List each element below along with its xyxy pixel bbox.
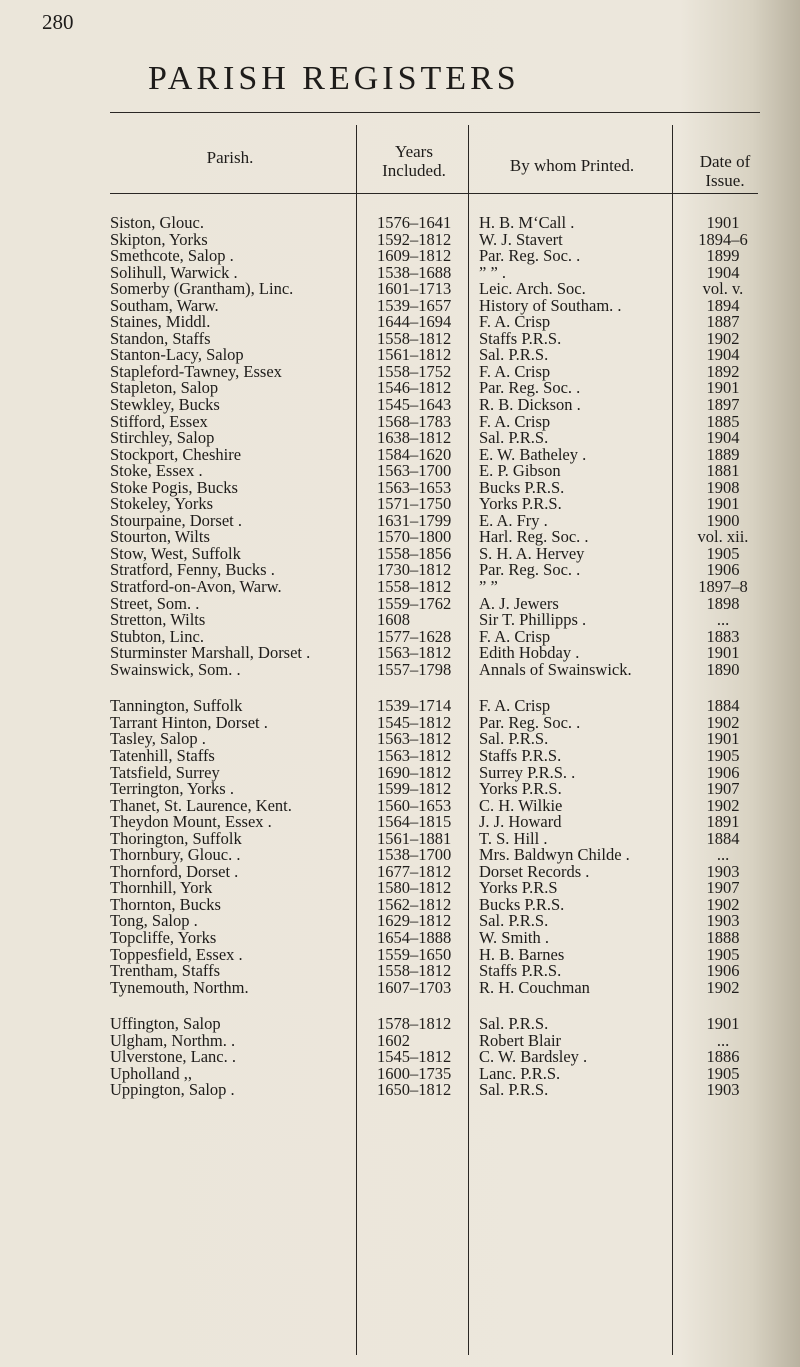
header-years: Years Included. [382,142,446,180]
date-cell: 1890 [706,659,740,679]
date-cell: 1904 [706,345,740,365]
printer-cell: Sal. P.R.S. [479,1080,549,1100]
parish-cell: Thornhill, York [110,878,213,898]
parish-cell: Stubton, Linc. [110,626,204,646]
date-cell: 1901 [706,729,740,749]
years-cell: 1568–1783 [377,411,452,431]
printer-cell: Par. Reg. Soc. . [479,560,581,580]
printer-cell: Dorset Records . [479,861,590,881]
years-column [377,215,467,1099]
printer-cell: Yorks P.R.S [479,878,558,898]
parish-cell: Skipton, Yorks [110,229,208,249]
years-cell: 1576–1641 [377,213,452,232]
date-cell: 1903 [706,911,740,931]
group-gap [479,996,671,1016]
printer-cell: Par. Reg. Soc. . [479,378,581,398]
years-cell: 1545–1812 [377,712,452,732]
parish-cell: Siston, Glouc. [110,213,204,232]
printer-cell: Yorks P.R.S. [479,494,562,514]
parish-cell: Thornford, Dorset . [110,861,239,881]
parish-cell: Stapleton, Salop [110,378,219,398]
parish-cell: Tannington, Suffolk [110,696,243,716]
years-cell: 1538–1700 [377,845,452,865]
printer-cell: Staffs P.R.S. [479,961,562,981]
years-cell: 1584–1620 [377,444,452,464]
parish-cell: Upholland ,, [110,1063,193,1083]
header-rule [672,193,758,194]
column-divider [468,125,469,1355]
parish-cell: Street, Som. . [110,593,200,613]
parish-cell: Stow, West, Suffolk [110,543,241,563]
printer-cell: Surrey P.R.S. . [479,762,576,782]
printer-cell: F. A. Crisp [479,411,551,431]
column-divider [672,125,673,1355]
printer-cell: F. A. Crisp [479,696,551,716]
years-cell: 1563–1812 [377,729,452,749]
parish-cell: Theydon Mount, Essex . [110,812,272,832]
parish-cell: Stirchley, Salop [110,428,215,448]
date-cell: 1901 [706,643,740,663]
printer-cell: E. A. Fry . [479,510,548,530]
years-cell: 1561–1881 [377,828,452,848]
parish-cell: Tatenhill, Staffs [110,745,215,765]
parish-cell: Tasley, Salop . [110,729,206,749]
printer-cell: ” ” [479,577,498,597]
date-cell: 1886 [706,1047,740,1067]
top-rule [110,112,760,113]
date-cell: 1887 [706,312,740,332]
date-cell: 1903 [706,1080,740,1100]
page-title: PARISH REGISTERS [148,60,520,97]
group-gap [110,996,355,1016]
years-cell: 1601–1713 [377,279,452,299]
date-cell: 1883 [706,626,740,646]
date-cell: ... [716,1030,730,1050]
date-cell: 1904 [706,262,740,282]
date-cell: 1905 [706,745,740,765]
printer-cell: F. A. Crisp [479,361,551,381]
printer-cell: T. S. Hill . [479,828,548,848]
parish-cell: Uppington, Salop . [110,1080,235,1100]
parish-cell: Topcliffe, Yorks [110,927,217,947]
parish-cell: Tong, Salop . [110,911,198,931]
date-cell: 1902 [706,894,740,914]
parish-cell: Tynemouth, Northm. [110,977,249,997]
years-cell: 1539–1714 [377,696,452,716]
printer-cell: W. Smith . [479,927,549,947]
date-cell: 1892 [706,361,740,381]
date-cell: 1884 [706,828,740,848]
years-cell: 1563–1653 [377,477,452,497]
years-cell: 1538–1688 [377,262,452,282]
years-cell: 1545–1643 [377,395,452,415]
parish-cell: Smethcote, Salop . [110,246,234,266]
years-cell: 1577–1628 [377,626,452,646]
date-cell: vol. v. [702,279,744,299]
printer-cell: Staffs P.R.S. [479,745,562,765]
printer-cell: E. W. Batheley . [479,444,587,464]
years-cell: 1558–1812 [377,961,452,981]
group-gap [680,996,766,1016]
parish-cell: Trentham, Staffs [110,961,221,981]
date-cell: 1897–8 [698,577,748,597]
years-cell: 1557–1798 [377,659,452,679]
years-cell: 1546–1812 [377,378,452,398]
years-cell: 1631–1799 [377,510,452,530]
header-rule [110,193,356,194]
printer-cell: R. B. Dickson . [479,395,581,415]
years-cell: 1563–1700 [377,461,452,481]
parish-cell: Stokeley, Yorks [110,494,213,514]
years-cell: 1580–1812 [377,878,452,898]
date-cell: ... [716,610,730,630]
years-cell: 1563–1812 [377,643,452,663]
date-cell: 1894 [706,295,740,315]
date-cell: 1901 [706,378,740,398]
date-cell: 1902 [706,712,740,732]
years-cell: 1578–1812 [377,1014,452,1034]
parish-cell: Uffington, Salop [110,1014,221,1034]
printer-cell: Sal. P.R.S. [479,911,549,931]
parish-cell: Stoke, Essex . [110,461,203,481]
date-cell: 1899 [706,246,740,266]
printer-cell: F. A. Crisp [479,626,551,646]
date-cell: 1905 [706,1063,740,1083]
date-cell: 1903 [706,861,740,881]
date-cell: ... [716,845,730,865]
date-cell: 1888 [706,927,740,947]
printer-cell: Robert Blair [479,1030,562,1050]
printer-cell: Sal. P.R.S. [479,1014,549,1034]
date-cell: 1901 [706,213,740,232]
group-gap [479,678,671,698]
years-cell: 1559–1762 [377,593,452,613]
date-cell: 1906 [706,762,740,782]
parish-cell: Terrington, Yorks . [110,779,234,799]
years-cell: 1629–1812 [377,911,452,931]
column-divider [356,125,357,1355]
parish-cell: Stewkley, Bucks [110,395,220,415]
parish-cell: Thorington, Suffolk [110,828,242,848]
group-gap [377,678,467,698]
printer-cell: Par. Reg. Soc. . [479,712,581,732]
date-cell: 1889 [706,444,740,464]
parish-cell: Stanton-Lacy, Salop [110,345,244,365]
parish-cell: Stretton, Wilts [110,610,206,630]
header-printer: By whom Printed. [509,156,635,175]
printer-cell: H. B. M‘Call . [479,213,575,232]
years-cell: 1608 [377,610,410,630]
group-gap [680,678,766,698]
group-gap [377,996,467,1016]
printer-cell: Annals of Swainswick. [479,659,632,679]
printer-cell: Yorks P.R.S. [479,779,562,799]
printer-cell: Sal. P.R.S. [479,345,549,365]
printer-cell: C. W. Bardsley . [479,1047,588,1067]
years-cell: 1562–1812 [377,894,452,914]
printer-cell: J. J. Howard [479,812,562,832]
parish-cell: Stockport, Cheshire [110,444,242,464]
parish-cell: Southam, Warw. [110,295,219,315]
printer-cell: Staffs P.R.S. [479,328,562,348]
parish-cell: Thornbury, Glouc. . [110,845,241,865]
printer-cell: Sal. P.R.S. [479,428,549,448]
printer-cell: History of Southam. . [479,295,622,315]
years-cell: 1564–1815 [377,812,452,832]
date-cell: 1900 [706,510,740,530]
years-cell: 1545–1812 [377,1047,452,1067]
date-cell: 1906 [706,560,740,580]
parish-cell: Stratford, Fenny, Bucks . [110,560,275,580]
years-cell: 1592–1812 [377,229,452,249]
date-cell: 1901 [706,494,740,514]
printer-cell: ” ” . [479,262,507,282]
group-gap [110,678,355,698]
printer-cell: Bucks P.R.S. [479,477,565,497]
years-cell: 1539–1657 [377,295,452,315]
date-cell: 1901 [706,1014,740,1034]
years-cell: 1561–1812 [377,345,452,365]
printer-cell: C. H. Wilkie [479,795,563,815]
parish-cell: Stratford-on-Avon, Warw. [110,577,282,597]
header-date: Date of Issue. [699,152,751,190]
years-cell: 1558–1856 [377,543,452,563]
printer-cell: Sal. P.R.S. [479,729,549,749]
years-cell: 1600–1735 [377,1063,452,1083]
date-cell: 1897 [706,395,740,415]
years-cell: 1558–1812 [377,328,452,348]
date-cell: 1907 [706,878,740,898]
years-cell: 1730–1812 [377,560,452,580]
parish-cell: Staines, Middl. [110,312,211,332]
years-cell: 1644–1694 [377,312,452,332]
date-cell: 1891 [706,812,740,832]
date-cell: 1905 [706,944,740,964]
printer-cell: Mrs. Baldwyn Childe . [479,845,630,865]
printer-cell: Lanc. P.R.S. [479,1063,561,1083]
printer-cell: A. J. Jewers [479,593,559,613]
years-cell: 1607–1703 [377,977,452,997]
years-cell: 1559–1650 [377,944,452,964]
years-cell: 1599–1812 [377,779,452,799]
parish-cell: Stourton, Wilts [110,527,210,547]
parish-cell: Thornton, Bucks [110,894,221,914]
years-cell: 1570–1800 [377,527,452,547]
printer-cell: W. J. Stavert [479,229,563,249]
date-cell: 1905 [706,543,740,563]
years-cell: 1654–1888 [377,927,452,947]
parish-column [110,215,355,1099]
date-column [680,215,766,1099]
date-cell: 1902 [706,328,740,348]
printer-cell: Leic. Arch. Soc. [479,279,586,299]
years-cell: 1602 [377,1030,410,1050]
parish-cell: Sturminster Marshall, Dorset . [110,643,311,663]
date-cell: 1885 [706,411,740,431]
parish-cell: Stoke Pogis, Bucks [110,477,238,497]
parish-cell: Ulgham, Northm. . [110,1030,236,1050]
parish-cell: Solihull, Warwick . [110,262,238,282]
date-cell: 1894–6 [698,229,748,249]
date-cell: 1881 [706,461,740,481]
years-cell: 1650–1812 [377,1080,452,1100]
years-cell: 1677–1812 [377,861,452,881]
date-cell: 1902 [706,977,740,997]
header-rule [356,193,468,194]
parish-cell: Stifford, Essex [110,411,208,431]
parish-cell: Tarrant Hinton, Dorset . [110,712,268,732]
years-cell: 1560–1653 [377,795,452,815]
header-rule [468,193,672,194]
printer-cell: H. B. Barnes [479,944,565,964]
printer-cell: Bucks P.R.S. [479,894,565,914]
page-number: 280 [42,10,74,34]
years-cell: 1638–1812 [377,428,452,448]
years-cell: 1690–1812 [377,762,452,782]
printer-cell: Harl. Reg. Soc. . [479,527,589,547]
years-cell: 1563–1812 [377,745,452,765]
date-cell: 1884 [706,696,740,716]
printer-cell: S. H. A. Hervey [479,543,585,563]
parish-cell: Stourpaine, Dorset . [110,510,242,530]
parish-cell: Ulverstone, Lanc. . [110,1047,236,1067]
parish-cell: Standon, Staffs [110,328,211,348]
parish-cell: Toppesfield, Essex . [110,944,243,964]
date-cell: 1907 [706,779,740,799]
parish-cell: Tatsfield, Surrey [110,762,220,782]
printer-cell: Sir T. Phillipps . [479,610,587,630]
parish-cell: Swainswick, Som. . [110,659,241,679]
years-cell: 1571–1750 [377,494,452,514]
years-cell: 1558–1812 [377,577,452,597]
date-cell: 1898 [706,593,740,613]
printer-cell: Par. Reg. Soc. . [479,246,581,266]
printer-column [479,215,671,1099]
header-parish: Parish. [206,148,254,167]
printer-cell: Edith Hobday . [479,643,580,663]
printer-cell: F. A. Crisp [479,312,551,332]
parish-cell: Stapleford-Tawney, Essex [110,361,282,381]
date-cell: vol. xii. [697,527,749,547]
date-cell: 1906 [706,961,740,981]
date-cell: 1904 [706,428,740,448]
printer-cell: R. H. Couchman [479,977,590,997]
years-cell: 1558–1752 [377,361,452,381]
parish-cell: Somerby (Grantham), Linc. [110,279,294,299]
years-cell: 1609–1812 [377,246,452,266]
printer-cell: E. P. Gibson [479,461,561,481]
date-cell: 1902 [706,795,740,815]
date-cell: 1908 [706,477,740,497]
parish-cell: Thanet, St. Laurence, Kent. [110,795,292,815]
